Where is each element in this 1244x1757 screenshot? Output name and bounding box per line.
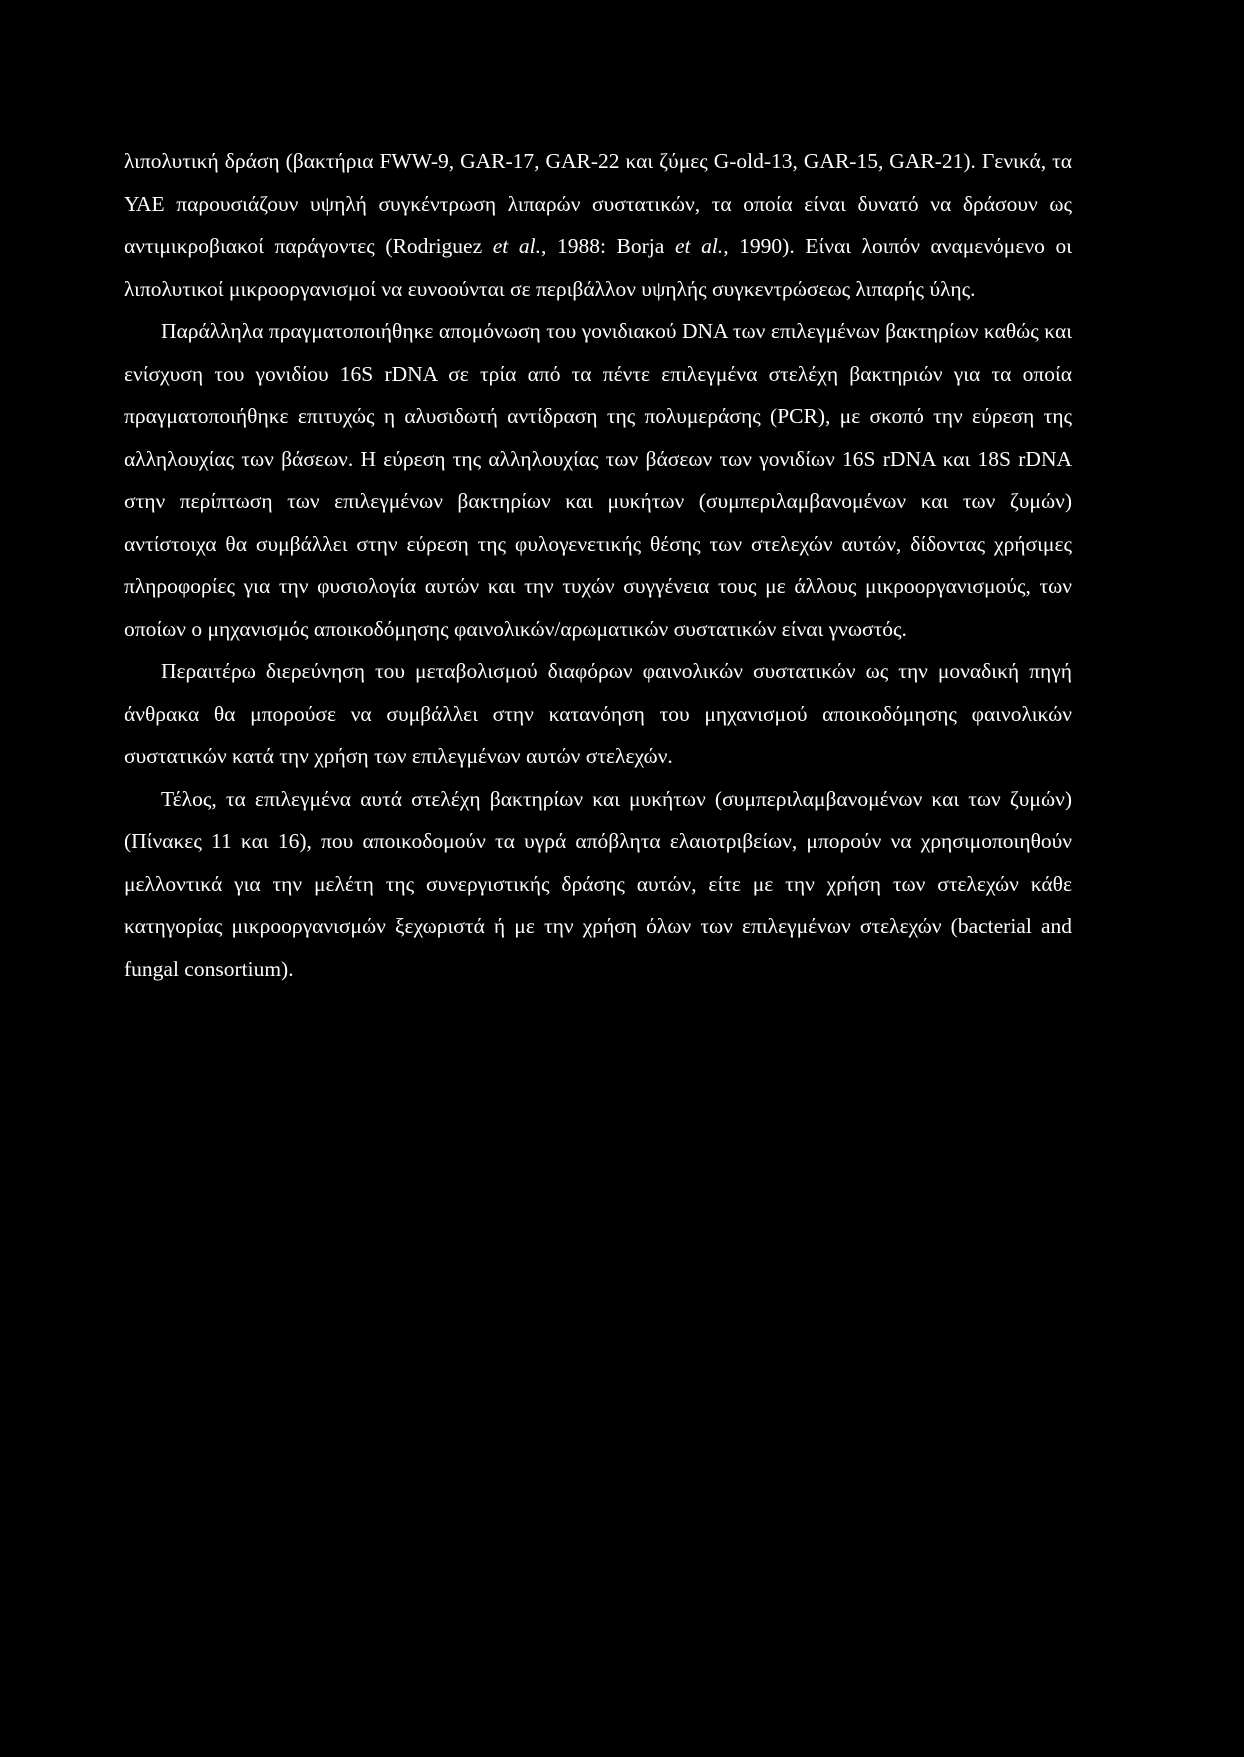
paragraph-text: Παράλληλα πραγματοποιήθηκε απομόνωση του γονιδιακού DNA των επιλεγμένων βακτηρίων καθώς και ενίσχυση του γονιδίου 16S rDNA σε τρία από τα πέντε επιλεγμένα στελέχη βακτηριών για τα οποία πραγματοποιήθηκε επιτυχώς η αλυσιδωτή αντίδραση της πολυμεράσης (PCR), με σκοπό την εύρεση της αλληλουχίας των βάσεων. Η εύρεση της αλληλουχίας των βάσεων των γονιδίων 16S rDNA και 18S rDNA στην περίπτωση των επιλεγμένων βακτηρίων και μυκήτων (συμπεριλαμβανομένων και των ζυμών) αντίστοιχα θα συμβάλλει στην εύρεση της φυλογενετικής θέσης των στελεχών αυτών, δίδοντας χρήσιμες πληροφορίες για την φυσιολογία αυτών και την τυχών συγγένεια τους με άλλους μικροοργανισμούς, των οποίων ο μηχανισμός αποικοδόμησης φαινολικών/αρωματικών συστατικών είναι γνωστός. bbox=[124, 319, 1072, 641]
paragraph-text: , 1990). Είναι λοιπόν αναμενόμενο οι λιπολυτικοί μικροοργανισμοί να ευνοούνται σε περιβάλλον υψηλής συγκεντρώσεως λιπαρής ύλης. bbox=[124, 234, 1072, 301]
paragraph-further-investigation bbox=[124, 650, 1072, 778]
paragraph-dna-isolation bbox=[124, 310, 1072, 650]
paragraph-conclusion bbox=[124, 778, 1072, 991]
paragraph-text: Περαιτέρω διερεύνηση του μεταβολισμού διαφόρων φαινολικών συστατικών ως την μοναδική πηγή άνθρακα θα μπορούσε να συμβάλλει στην κατανόηση του μηχανισμού αποικοδόμησης φαινολικών συστατικών κατά την χρήση των επιλεγμένων αυτών στελεχών. bbox=[124, 659, 1072, 768]
citation-et-al: et al. bbox=[674, 234, 724, 258]
document-page bbox=[124, 140, 1072, 990]
paragraph-text: Τέλος, τα επιλεγμένα αυτά στελέχη βακτηρίων και μυκήτων (συμπεριλαμβανομένων και των ζυμών) (Πίνακες 11 και 16), που αποικοδομούν τα υγρά απόβλητα ελαιοτριβείων, μπορούν να χρησιμοποιηθούν μελλοντικά για την μελέτη της συνεργιστικής δράσης αυτών, είτε με την χρήση των στελεχών κάθε κατηγορίας μικροοργανισμών ξεχωριστά ή με την χρήση όλων των επιλεγμένων στελεχών (bacterial and fungal consortium). bbox=[124, 786, 1072, 981]
paragraph-lipolytic-activity bbox=[124, 140, 1072, 310]
paragraph-text: λιπολυτική δράση (βακτήρια FWW-9, GAR-17, GAR-22 και ζύμες G-old-13, GAR-15, GAR-21). Γενικά, τα ΥΑΕ παρουσιάζουν υψηλή συγκέντρωση λιπαρών συστατικών, τα οποία είναι δυνατό να δράσουν ως αντιμικροβιακοί παράγοντες (Rodriguez bbox=[124, 149, 1072, 258]
paragraph-text: , 1988: Borja bbox=[540, 234, 675, 258]
citation-et-al: et al. bbox=[492, 234, 541, 258]
